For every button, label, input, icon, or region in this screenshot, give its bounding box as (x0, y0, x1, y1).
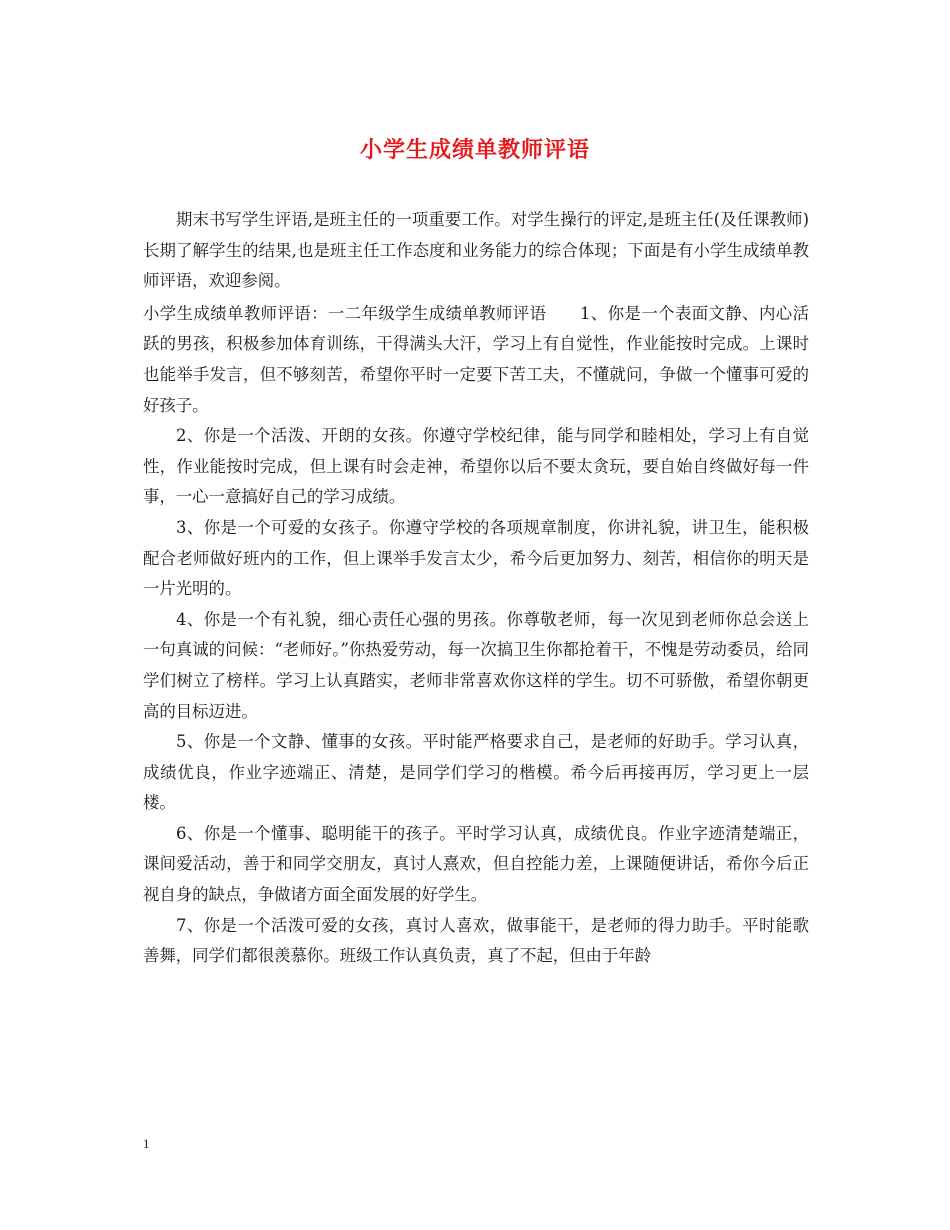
document-body (143, 205, 809, 972)
intro-paragraph: 期末书写学生评语,是班主任的一项重要工作。对学生操行的评定,是班主任(及任课教师)长期了解学生的结果,也是班主任工作态度和业务能力的综合体现；下面是有小学生成绩单教师评语，欢迎参阅。 (143, 210, 809, 291)
comment-7: 7、你是一个活泼可爱的女孩，真讨人喜欢，做事能干，是老师的得力助手。平时能歌善舞，同学们都很羡慕你。班级工作认真负责，真了不起，但由于年龄 (143, 915, 809, 966)
section-paragraph (143, 299, 809, 421)
section-heading: 小学生成绩单教师评语：一二年级学生成绩单教师评语 (143, 303, 547, 323)
heading-gap (546, 304, 580, 323)
comment-2: 2、你是一个活泼、开朗的女孩。你遵守学校纪律，能与同学和睦相处，学习上有自觉性，作业能按时完成，但上课有时会走神，希望你以后不要太贪玩，要自始自终做好每一件事，一心一意搞好自己的学习成绩。 (143, 426, 809, 507)
page-number: 1 (143, 1136, 150, 1151)
document-title: 小学生成绩单教师评语 (359, 137, 590, 163)
comment-6: 6、你是一个懂事、聪明能干的孩子。平时学习认真，成绩优良。作业字迹清楚端正，课间爱活动，善于和同学交朋友，真讨人熹欢，但自控能力差，上课随便讲话，希你今后正视自身的缺点，争做诸方面全面发展的好学生。 (143, 823, 809, 905)
comment-5: 5、你是一个文静、懂事的女孩。平时能严格要求自己，是老师的好助手。学习认真，成绩优良，作业字迹端正、清楚，是同学们学习的楷模。希今后再接再厉，学习更上一层楼。 (143, 732, 809, 813)
comment-3: 3、你是一个可爱的女孩子。你遵守学校的各项规章制度，你讲礼貌，讲卫生，能积极配合老师做好班内的工作，但上课举手发言太少，希今后更加努力、刻苦，相信你的明天是一片光明的。 (143, 517, 809, 599)
comment-4: 4、你是一个有礼貌，细心责任心强的男孩。你尊敬老师，每一次见到老师你总会送上一句真诚的问候：“老师好。”你热爱劳动，每一次搞卫生你都抢着干，不愧是劳动委员，给同学们树立了榜样。学习上认真踏实，老师非常喜欢你这样的学生。切不可骄傲，希望你朝更高的目标迈进。 (143, 609, 809, 721)
comment-1: 1、你是一个表面文静、内心活跃的男孩，积极参加体育训练，干得满头大汗，学习上有自觉性，作业能按时完成。上课时也能举手发言，但不够刻苦，希望你平时一定要下苦工夫，不懂就问，争做一个懂事可爱的好孩子。 (143, 303, 809, 415)
